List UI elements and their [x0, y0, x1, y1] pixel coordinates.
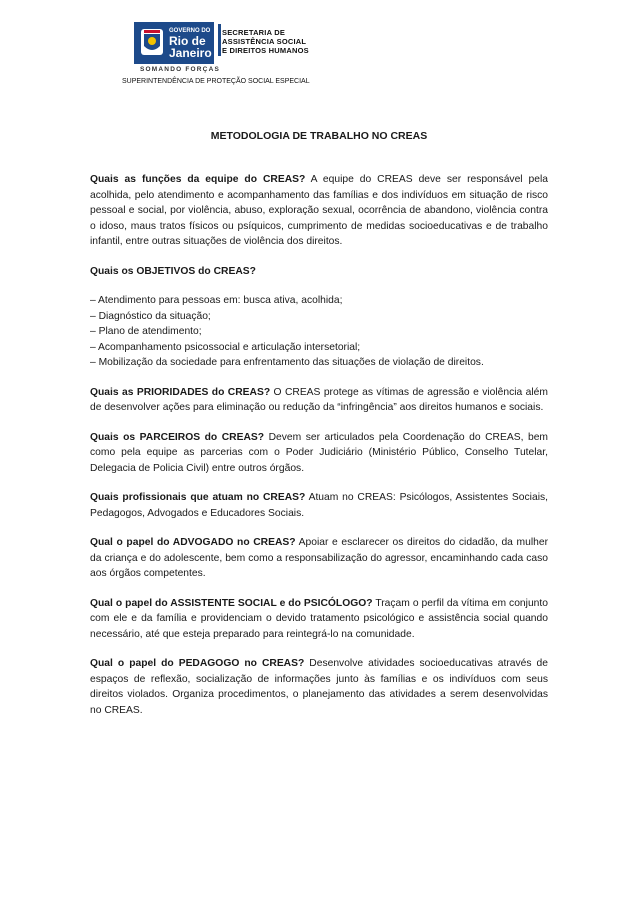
logo-text [169, 27, 212, 59]
answer: Desenvolve atividades socioeducativas através de espaços de reflexão, socialização de informações junto às famílias e os indivíduos com seus direitos violados. Organiza procedimentos, o planejamento das atividades a serem desenvolvidas no CREAS. [90, 658, 548, 716]
slogan: SOMANDO FORÇAS [140, 66, 220, 73]
objetivos-list [90, 293, 548, 371]
section-funcoes [90, 172, 548, 250]
question: Qual o papel do PEDAGOGO no CREAS? [90, 658, 305, 669]
answer: Atuam no CREAS: Psicólogos, Assistentes Sociais, Pedagogos, Advogados e Educadores Sociais. [90, 492, 548, 519]
secretaria-line-3: E DIREITOS HUMANOS [222, 46, 309, 55]
list-item: – Atendimento para pessoas em: busca ativa, acolhida; [90, 295, 343, 306]
list-item: – Diagnóstico da situação; [90, 310, 211, 322]
list-item: – Mobilização da sociedade para enfrentamento das situações de violação de direitos. [90, 357, 484, 368]
list-item: – Acompanhamento psicossocial e articulação intersetorial; [90, 341, 361, 353]
question: Quais profissionais que atuam no CREAS? [90, 492, 306, 503]
secretaria-name [222, 28, 309, 55]
document-body [90, 172, 548, 732]
superintendencia: SUPERINTENDÊNCIA DE PROTEÇÃO SOCIAL ESPECIAL [122, 78, 310, 85]
answer: Devem ser articulados pela Coordenação do CREAS, bem como pela equipe as parcerias com o Poder Judiciário (Ministério Público, Conselho Tutelar, Delegacia de Policia Civil) entre outros órgãos. [90, 431, 548, 474]
section-assistente-psicologo [90, 596, 548, 643]
question: Quais os PARCEIROS do CREAS? [90, 431, 265, 443]
list-item: – Plano de atendimento; [90, 326, 202, 337]
logo-line-1: GOVERNO DO [169, 28, 211, 34]
answer: Apoiar e esclarecer os direitos do cidadão, da mulher da criança e do adolescente, bem como a responsabilização do agressor, encaminhando cada caso aos órgãos competentes. [90, 537, 548, 579]
secretaria-divider [218, 24, 221, 56]
logo-line-2: Rio de [169, 34, 206, 48]
question: Quais os OBJETIVOS do CREAS? [90, 265, 256, 277]
government-logo [134, 22, 214, 64]
question: Quais as funções da equipe do CREAS? [90, 174, 306, 185]
section-advogado [90, 535, 548, 582]
section-pedagogo [90, 656, 548, 718]
answer: Traçam o perfil da vítima em conjunto com ele e da família e providenciam o devido tratamento psicológico e assistência social quando necessário, até que esteja preparado para reintegrá-lo na comunidade. [90, 597, 548, 640]
answer: O CREAS protege as vítimas de agressão e violência além de desenvolver ações para eliminação ou redução da “infringência” aos direitos humanos e sociais. [90, 386, 548, 413]
secretaria-line-2: ASSISTÊNCIA SOCIAL [222, 37, 307, 46]
logo-line-3: Janeiro [169, 46, 212, 60]
answer: A equipe do CREAS deve ser responsável pela acolhida, pelo atendimento e acompanhamento das famílias e dos indivíduos em situação de risco pessoal e social, por violência, abuso, exploração sexual, ocorrência de abandono, violência contra o idoso, maus tratos físicos ou psíquicos, cumprimento de medidas socioeducativas e de trabalho infantil, entre outras situações de violência dos direitos. [90, 174, 549, 247]
section-profissionais [90, 490, 548, 521]
coat-of-arms-icon [138, 26, 166, 60]
question: Qual o papel do ADVOGADO no CREAS? [90, 537, 296, 548]
question: Quais as PRIORIDADES do CREAS? [90, 386, 271, 398]
section-prioridades [90, 385, 548, 416]
page-title: METODOLOGIA DE TRABALHO NO CREAS [210, 130, 428, 142]
secretaria-line-1: SECRETARIA DE [222, 28, 286, 37]
document-header [0, 0, 638, 100]
question: Qual o papel do ASSISTENTE SOCIAL e do PSICÓLOGO? [90, 597, 373, 609]
section-objetivos [90, 264, 548, 280]
section-parceiros [90, 430, 548, 477]
